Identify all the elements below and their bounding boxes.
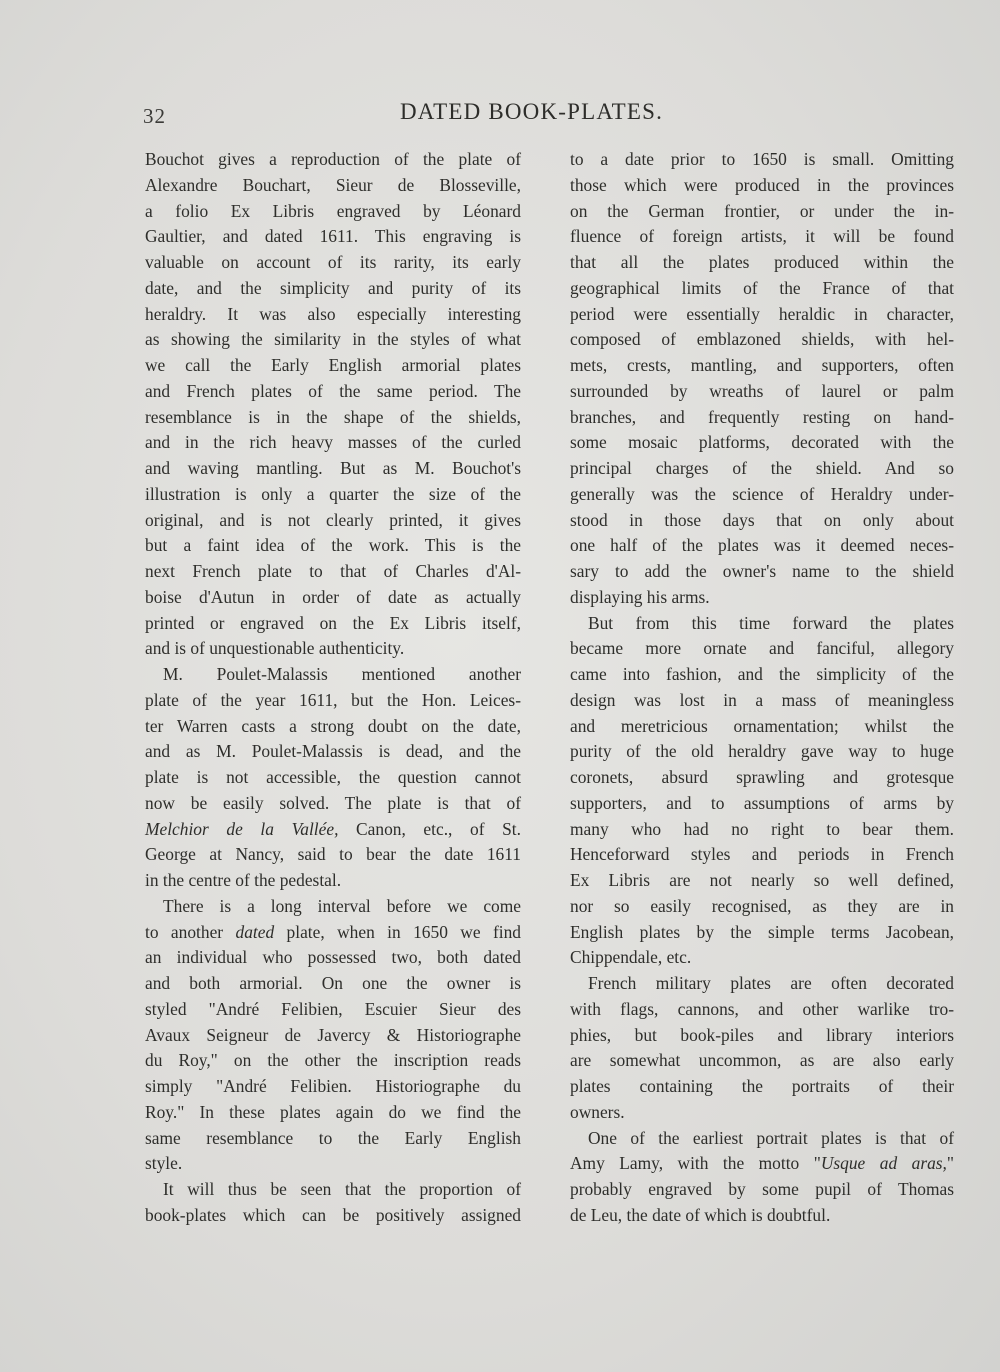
- text-segment: to another: [145, 921, 236, 942]
- text-line: same resemblance to the Early English: [145, 1127, 521, 1148]
- text-line: and in the rich heavy masses of the curled: [145, 432, 521, 453]
- text-line: many who had no right to bear them.: [570, 818, 954, 839]
- text-line: principal charges of the shield. And so: [570, 458, 954, 478]
- text-line: owners.: [570, 1101, 625, 1122]
- text-line: to a date prior to 1650 is small. Omitting: [570, 149, 954, 169]
- text-line: Alexandre Bouchart, Sieur de Blosseville,: [145, 174, 521, 195]
- running-title: DATED BOOK-PLATES.: [400, 99, 664, 124]
- text-line: surrounded by wreaths of laurel or palm: [570, 380, 954, 401]
- text-line: design was lost in a mass of meaningless: [570, 689, 954, 710]
- text-line: [570, 1151, 954, 1177]
- text-line: M. Poulet-Malassis mentioned another: [163, 664, 521, 684]
- text-line: heraldry. It was also especially interesting: [145, 303, 521, 324]
- text-line: simply "André Felibien. Historiographe du: [145, 1076, 521, 1096]
- text-line: geographical limits of the France of that: [570, 277, 954, 298]
- text-line: coronets, absurd sprawling and grotesque: [570, 767, 954, 787]
- text-line: and waving mantling. But as M. Bouchot's: [145, 458, 521, 478]
- text-line: [145, 920, 521, 946]
- text-line: nor so easily recognised, as they are in: [570, 895, 954, 916]
- text-line: generally was the science of Heraldry under-: [570, 483, 954, 504]
- text-line: that all the plates produced within the: [570, 252, 954, 272]
- text-line: original, and is not clearly printed, it gives: [145, 509, 521, 530]
- text-line: book-plates which can be positively assigned: [145, 1204, 521, 1225]
- text-line: those which were produced in the provinces: [570, 174, 954, 195]
- text-line: and French plates of the same period. The: [145, 380, 521, 401]
- text-line: probably engraved by some pupil of Thomas: [570, 1179, 954, 1199]
- text-line: plates containing the portraits of their: [570, 1076, 954, 1096]
- left-text-column: [145, 147, 521, 1229]
- text-line: Roy." In these plates again do we find the: [145, 1101, 521, 1122]
- italic-text-segment: Melchior de la Vallée,: [145, 818, 339, 839]
- text-line: purity of the old heraldry gave way to huge: [570, 741, 954, 762]
- text-line: printed or engraved on the Ex Libris itself,: [145, 612, 521, 633]
- text-line: style.: [145, 1153, 183, 1174]
- text-line: It will thus be seen that the proportion of: [163, 1179, 521, 1199]
- text-line: George at Nancy, said to bear the date 1611: [145, 844, 521, 865]
- text-line: stood in those days that on only about: [570, 509, 954, 530]
- text-line: Chippendale, etc.: [570, 947, 692, 968]
- text-line: displaying his arms.: [570, 586, 710, 607]
- text-line: styled "André Felibien, Escuier Sieur des: [145, 998, 521, 1019]
- text-line: and both armorial. On one the owner is: [145, 973, 521, 993]
- right-text-column: [570, 147, 954, 1229]
- page-number: 32: [143, 104, 166, 128]
- text-line: sary to add the owner's name to the shield: [570, 561, 954, 581]
- text-line: du Roy," on the other the inscription reads: [145, 1050, 521, 1071]
- text-line: but a faint idea of the work. This is the: [145, 535, 521, 556]
- text-line: valuable on account of its rarity, its early: [145, 252, 521, 272]
- text-line: and is of unquestionable authenticity.: [145, 638, 405, 659]
- text-line: and meretricious ornamentation; whilst the: [570, 715, 954, 736]
- text-line: composed of emblazoned shields, with hel-: [570, 329, 954, 350]
- text-line: period were essentially heraldic in character,: [570, 303, 954, 324]
- text-line: plate of the year 1611, but the Hon. Leices-: [145, 689, 521, 710]
- text-line: in the centre of the pedestal.: [145, 870, 342, 890]
- text-segment: plate, when in 1650 we find: [274, 921, 522, 942]
- text-line: now be easily solved. The plate is that of: [145, 792, 521, 813]
- text-line: fluence of foreign artists, it will be found: [570, 226, 954, 247]
- text-segment: Amy Lamy, with the motto ": [570, 1153, 821, 1174]
- text-line: a folio Ex Libris engraved by Léonard: [145, 200, 521, 221]
- text-line: English plates by the simple terms Jacobean,: [570, 921, 954, 942]
- text-line: mets, crests, mantling, and supporters, often: [570, 355, 954, 375]
- text-line: and as M. Poulet-Malassis is dead, and the: [145, 741, 521, 762]
- text-line: de Leu, the date of which is doubtful.: [570, 1204, 831, 1225]
- text-line: next French plate to that of Charles d'Al-: [145, 561, 521, 581]
- text-line: illustration is only a quarter the size of the: [145, 483, 521, 504]
- text-line: as showing the similarity in the styles of what: [145, 329, 521, 350]
- text-line: Avaux Seigneur de Javercy & Historiographe: [145, 1024, 521, 1045]
- text-line: some mosaic platforms, decorated with the: [570, 432, 954, 453]
- italic-text-segment: dated: [235, 921, 275, 942]
- text-line: supporters, and to assumptions of arms by: [570, 792, 954, 813]
- text-line: There is a long interval before we come: [163, 895, 521, 916]
- text-line: are somewhat uncommon, as are also early: [570, 1050, 954, 1071]
- text-segment: ": [946, 1153, 955, 1174]
- text-line: [145, 817, 521, 843]
- text-line: One of the earliest portrait plates is that of: [588, 1127, 954, 1148]
- text-line: an individual who possessed two, both dated: [145, 947, 521, 968]
- text-line: Gaultier, and dated 1611. This engraving is: [145, 226, 521, 247]
- text-line: But from this time forward the plates: [588, 612, 954, 633]
- text-line: Henceforward styles and periods in French: [570, 844, 954, 865]
- italic-text-segment: Usque ad aras,: [820, 1153, 947, 1174]
- text-line: branches, and frequently resting on hand-: [570, 406, 954, 427]
- text-line: ter Warren casts a strong doubt on the date,: [145, 715, 521, 736]
- text-line: boise d'Autun in order of date as actually: [145, 586, 521, 607]
- text-line: resemblance is in the shape of the shields,: [145, 406, 521, 427]
- text-line: became more ornate and fanciful, allegory: [570, 638, 954, 659]
- text-line: came into fashion, and the simplicity of the: [570, 664, 954, 684]
- text-segment: Canon, etc., of St.: [338, 818, 521, 839]
- text-line: Ex Libris are not nearly so well defined,: [570, 870, 954, 890]
- text-line: on the German frontier, or under the in-: [570, 200, 954, 221]
- text-line: plate is not accessible, the question cannot: [145, 767, 521, 787]
- text-line: French military plates are often decorated: [588, 973, 954, 993]
- text-line: Bouchot gives a reproduction of the plate of: [145, 149, 521, 169]
- text-line: we call the Early English armorial plates: [145, 355, 521, 375]
- text-line: phies, but book-piles and library interiors: [570, 1024, 954, 1045]
- text-line: one half of the plates was it deemed neces-: [570, 535, 954, 556]
- text-line: with flags, cannons, and other warlike tro-: [570, 998, 954, 1019]
- text-line: date, and the simplicity and purity of its: [145, 277, 521, 298]
